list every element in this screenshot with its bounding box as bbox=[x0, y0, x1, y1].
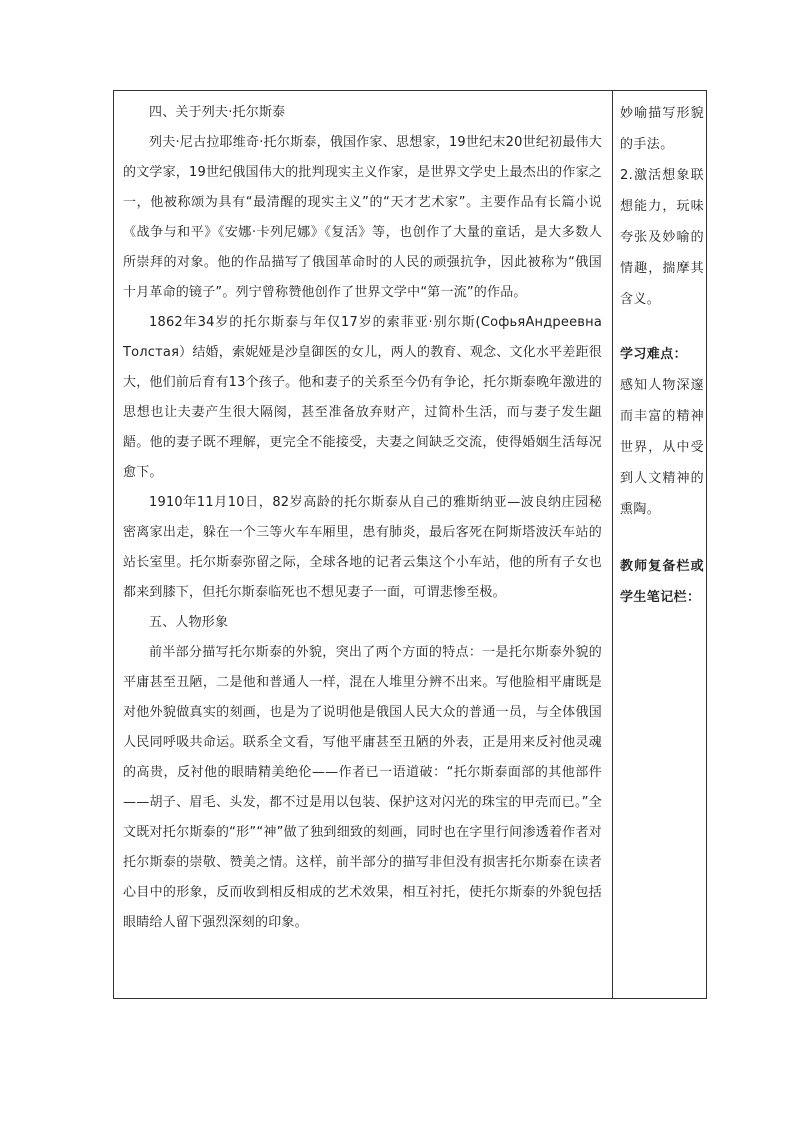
notes-column-cell bbox=[613, 91, 708, 613]
section-4-paragraph-2: 1862年34岁的托尔斯泰与年仅17岁的索菲亚·别尔斯(СофьяАндреевна Толстая）结婚，索妮娅是沙皇御医的女儿，两人的教育、观念、文化水平差距很大，他们前后育有13个孩子。他和妻子的关系至今仍有争论，托尔斯泰晚年激进的思想也让夫妻产生很大隔阂，甚至准备放弃财产，过简朴生活，而与妻子发生龃龉。他的妻子既不理解，更完全不能接受，夫妻之间缺乏交流，使得婚姻生活每况愈下。 bbox=[123, 315, 602, 480]
difficulty-text: 感知人物深邃而丰富的精神世界，从中受到人文精神的熏陶。 bbox=[620, 378, 704, 517]
section-5-title: 五、人物形象 bbox=[149, 615, 229, 630]
lesson-plan-table bbox=[113, 90, 707, 999]
objective-text-1: 妙喻描写形貌的手法。 bbox=[620, 106, 704, 152]
objective-text-2: 2.激活想象联想能力，玩味夸张及妙喻的情趣，揣摩其含义。 bbox=[620, 168, 704, 307]
section-5-paragraph-1: 前半部分描写托尔斯泰的外貌，突出了两个方面的特点：一是托尔斯泰外貌的平庸甚至丑陋，二是他和普通人一样，混在人堆里分辨不出来。写他脸相平庸既是对他外貌做真实的刻画，也是为了说明他是俄国人民大众的普通一员，与全体俄国人民同呼吸共命运。联系全文看，写他平庸甚至丑陋的外表，正是用来反衬他灵魂的高贵，反衬他的眼睛精美绝伦——作者已一语道破：“托尔斯泰面部的其他部件——胡子、眉毛、头发，都不过是用以包装、保护这对闪光的珠宝的甲壳而已。”全文既对托尔斯泰的“形”“神”做了独到细致的刻画，同时也在字里行间渗透着作者对托尔斯泰的崇敬、赞美之情。这样，前半部分的描写非但没有损害托尔斯泰在读者心目中的形象，反而收到相反相成的艺术效果，相互衬托，使托尔斯泰的外貌包括眼睛给人留下强烈深刻的印象。 bbox=[123, 645, 602, 930]
section-4-paragraph-1: 列夫·尼古拉耶维奇·托尔斯泰，俄国作家、思想家，19世纪末20世纪初最伟大的文学家，19世纪俄国伟大的批判现实主义作家，是世界文学史上最杰出的作家之一，他被称颂为具有“最清醒的现实主义”的“天才艺术家”。主要作品有长篇小说《战争与和平》《安娜·卡列尼娜》《复活》等，也创作了大量的童话，是大多数人所崇拜的对象。他的作品描写了俄国革命时的人民的顽强抗争，因此被称为“俄国十月革命的镜子”。列宁曾称赞他创作了世界文学中“第一流”的作品。 bbox=[123, 135, 602, 300]
main-content-cell bbox=[114, 91, 612, 938]
section-4-title: 四、关于列夫·托尔斯泰 bbox=[149, 105, 286, 120]
difficulty-label: 学习难点： bbox=[620, 347, 688, 362]
section-4-paragraph-3: 1910年11月10日，82岁高龄的托尔斯泰从自己的雅斯纳亚—波良纳庄园秘密离家出走，躲在一个三等火车车厢里，患有肺炎，最后客死在阿斯塔波沃车站的站长室里。托尔斯泰弥留之际，全球各地的记者云集这个小车站，他的所有子女也都来到膝下，但托尔斯泰临死也不想见妻子一面，可谓悲惨至极。 bbox=[123, 495, 602, 600]
notes-label: 教师复备栏或学生笔记栏： bbox=[620, 559, 704, 605]
